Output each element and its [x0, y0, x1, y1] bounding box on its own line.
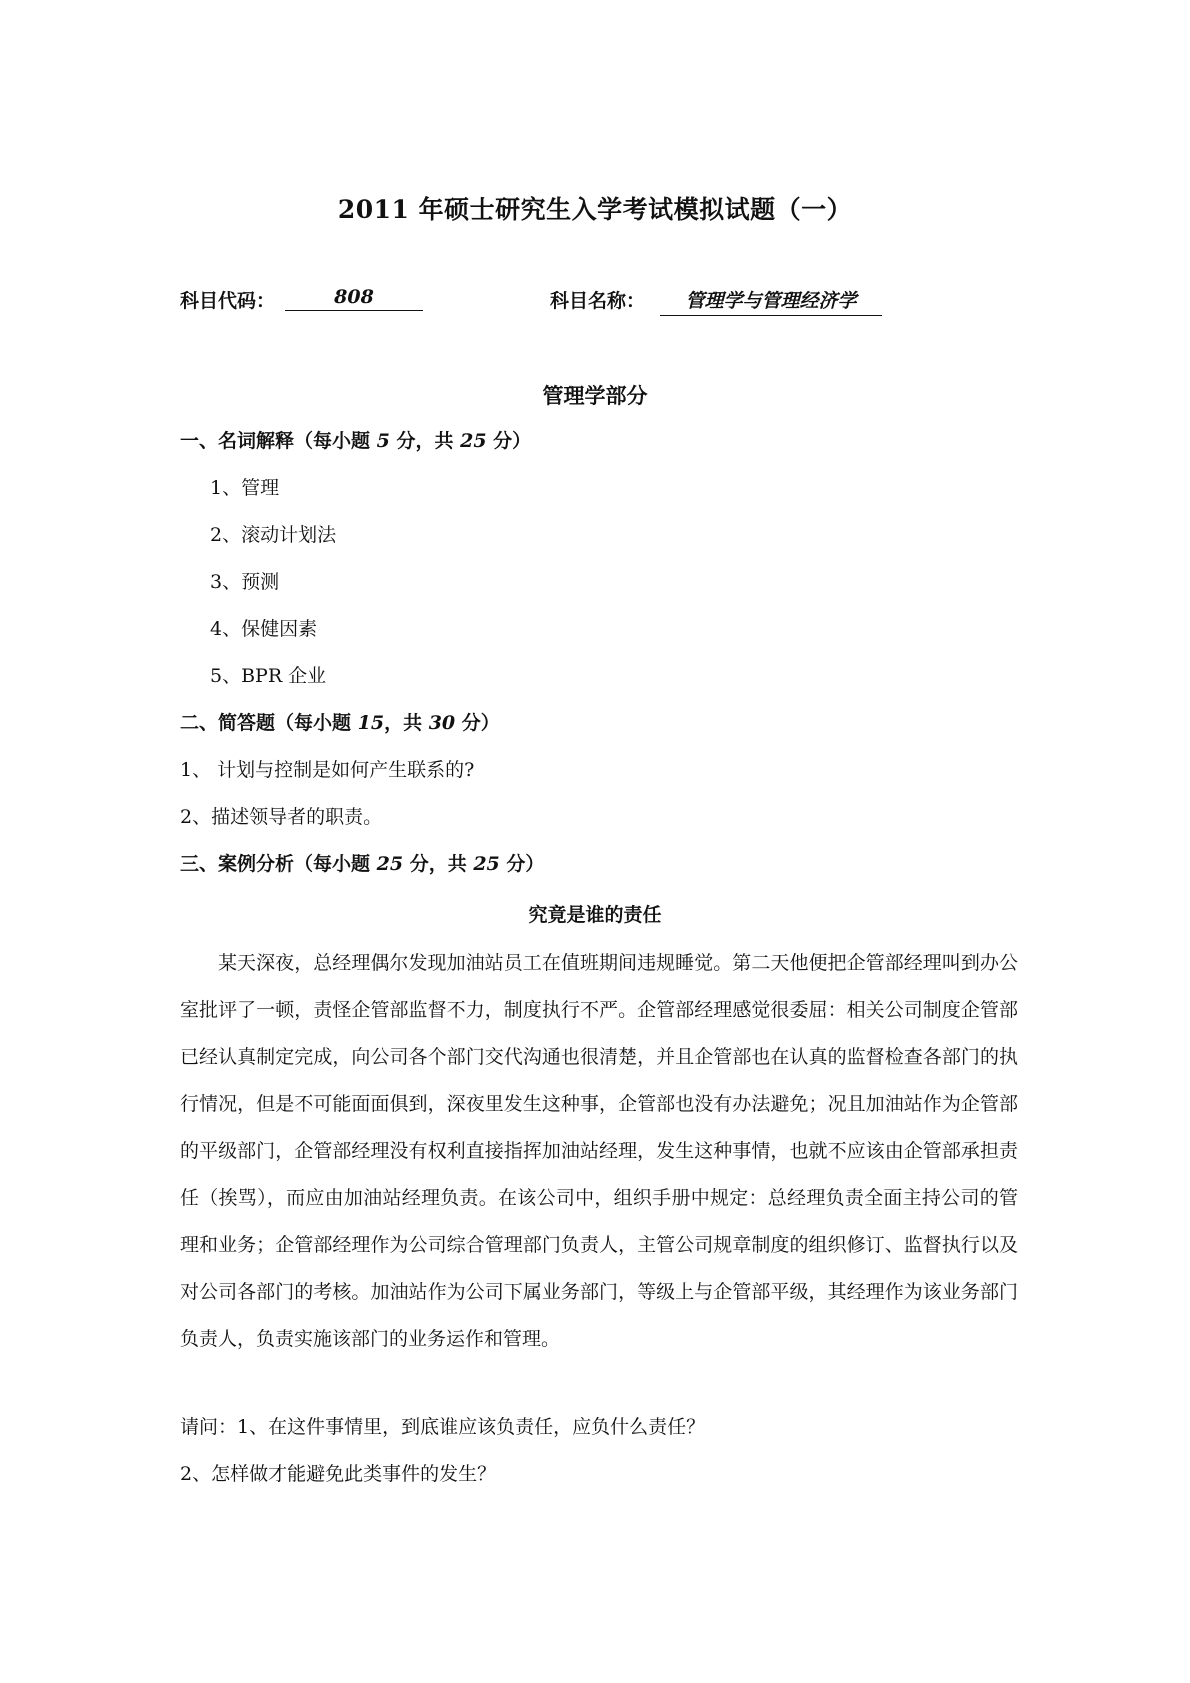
- case-question: 2、怎样做才能避免此类事件的发生？: [180, 1463, 497, 1485]
- part3-heading: 三、案例分析（每小题 25 分，共 25 分）: [180, 853, 545, 875]
- subject-name-label: 科目名称：: [550, 290, 646, 312]
- case-text: 某天深夜，总经理偶尔发现加油站员工在值班期间违规睡觉。第二天他便把企管部经理叫到办公室批评了一顿，责怪企管部监督不力，制度执行不严。企管部经理感觉很委屈：相关公司制度企管部已经认真制定完成，向公司各个部门交代沟通也很清楚，并且企管部也在认真的监督检查各部门的执行情况，但是不可能面面俱到，深夜里发生这种事，企管部也没有办法避免；况且加油站作为企管部的平级部门，企管部经理没有权利直接指挥加油站经理，发生这种事情，也就不应该由企管部承担责任（挨骂），而应由加油站经理负责。在该公司中，组织手册中规定：总经理负责全面主持公司的管理和业务；企管部经理作为公司综合管理部门负责人，主管公司规章制度的组织修订、监督执行以及对公司各部门的考核。加油站作为公司下属业务部门，等级上与企管部平级，其经理作为该业务部门负责人，负责实施该部门的业务运作和管理。: [180, 952, 1018, 1350]
- part1-item: 5、BPR 企业: [210, 665, 327, 687]
- part2-heading: 二、简答题（每小题 15，共 30 分）: [180, 712, 500, 734]
- part1-item: 1、管理: [210, 477, 280, 499]
- exam-title: 2011 年硕士研究生入学考试模拟试题（一）: [337, 195, 853, 224]
- case-question: 请问：1、在这件事情里，到底谁应该负责任，应负什么责任？: [180, 1416, 706, 1438]
- part2-total-score: 30: [428, 712, 456, 734]
- subject-code-label: 科目代码：: [180, 290, 276, 312]
- part1-item: 2、滚动计划法: [210, 524, 337, 546]
- part1-total-score: 25: [460, 430, 487, 452]
- part1-item: 3、预测: [210, 571, 280, 593]
- part2-item: 1、 计划与控制是如何产生联系的?: [180, 759, 475, 781]
- part1-per-score: 5: [376, 430, 390, 452]
- part2-item: 2、描述领导者的职责。: [180, 806, 383, 828]
- section-title: 管理学部分: [542, 383, 648, 408]
- part1-heading: 一、名词解释（每小题 5 分，共 25 分）: [180, 430, 532, 452]
- subject-code-value: 808: [285, 286, 423, 311]
- part3-per-score: 25: [376, 853, 404, 875]
- part2-per-score: 15: [357, 712, 385, 734]
- part1-item: 4、保健因素: [210, 618, 318, 640]
- part3-total-score: 25: [473, 853, 500, 875]
- subject-name-value: 管理学与管理经济学: [660, 286, 882, 316]
- subject-info-row: [180, 286, 1040, 318]
- case-title: 究竟是谁的责任: [528, 904, 662, 926]
